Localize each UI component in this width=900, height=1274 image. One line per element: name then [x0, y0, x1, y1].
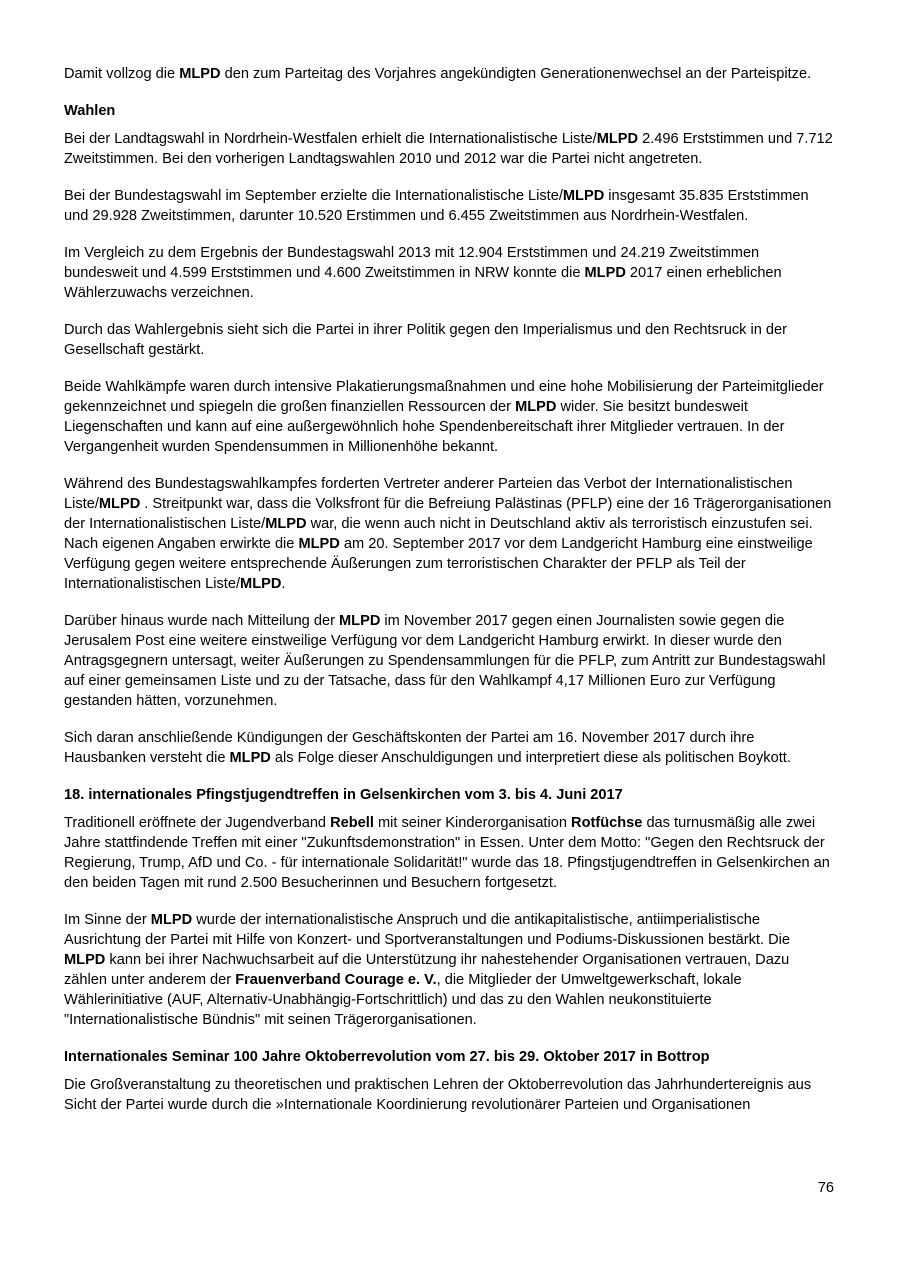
- page-number: 76: [817, 1180, 834, 1196]
- paragraph-generationenwechsel: Damit vollzog die MLPD den zum Parteitag des Vorjahres angekündigten Generationenwechsel an der Parteispitze.: [64, 66, 812, 82]
- paragraph-jerusalem-post: Darüber hinaus wurde nach Mitteilung der MLPD im November 2017 gegen einen Journalisten sowie gegen die Jerusalem Post eine weitere einstweilige Verfügung vor dem Landgericht Hamburg erwirkt. In dieser wurde den Antragsgegnern untersagt, weiter Äußerungen zu Spendensammlungen für die PFLP, zum Antritt zur Bundestagswahl auf einer gemeinsamen Liste und zu der Tatsache, dass für den Wahlkampf 4,17 Millionen Euro zur Verfügung gestanden hätten, vorzunehmen.: [64, 613, 826, 709]
- paragraph-wahlkaempfe: Beide Wahlkämpfe waren durch intensive Plakatierungsmaßnahmen und eine hohe Mobilisierung der Parteimitglieder gekennzeichnet und spiegeln die großen finanziellen Ressourcen der MLPD wider. Sie besitzt bundesweit Liegenschaften und kann auf eine außergewöhnlich hohe Spendenbereitschaft ihrer Mitglieder vertrauen. In der Vergangenheit wurden Spendensummen in Millionenhöhe bekannt.: [64, 379, 824, 455]
- paragraph-verbot-pflp: Während des Bundestagswahlkampfes forderten Vertreter anderer Parteien das Verbot der Internationalistischen Liste/MLPD . Streitpunkt war, dass die Volksfront für die Befreiung Palästinas (PFLP) eine der 16 Trägerorganisationen der Internationalistischen Liste/MLPD war, die wenn auch nicht in Deutschland aktiv als terroristisch einzustufen sei. Nach eigenen Angaben erwirkte die MLPD am 20. September 2017 vor dem Landgericht Hamburg eine einstweilige Verfügung gegen weitere entsprechende Äußerungen zum terroristischen Charakter der PFLP als Teil der Internationalistischen Liste/MLPD.: [64, 476, 832, 592]
- section-heading-pfingstjugendtreffen: 18. internationales Pfingstjugendtreffen in Gelsenkirchen vom 3. bis 4. Juni 2017: [64, 787, 623, 803]
- paragraph-grossveranstaltung: Die Großveranstaltung zu theoretischen und praktischen Lehren der Oktoberrevolution das Jahrhundertereignis aus Sicht der Partei wurde durch die »Internationale Koordinierung revolutionärer Parteien und Organisationen: [64, 1077, 812, 1113]
- section-heading-wahlen: Wahlen: [64, 103, 116, 119]
- paragraph-wahlergebnis: Durch das Wahlergebnis sieht sich die Partei in ihrer Politik gegen den Imperialismus und den Rechtsruck in der Gesellschaft gestärkt.: [64, 322, 788, 358]
- section-heading-oktoberrevolution: Internationales Seminar 100 Jahre Oktoberrevolution vom 27. bis 29. Oktober 2017 in Bottrop: [64, 1049, 710, 1065]
- paragraph-nachwuchsarbeit: Im Sinne der MLPD wurde der internationalistische Anspruch und die antikapitalistische, antiimperialistische Ausrichtung der Partei mit Hilfe von Konzert- und Sportveranstaltungen und Podiums-Diskussionen bestärkt. Die MLPD kann bei ihrer Nachwuchsarbeit auf die Unterstützung ihr nahestehender Organisationen vertrauen, Dazu zählen unter anderem der Frauenverband Courage e. V., die Mitglieder der Umweltgewerkschaft, lokale Wählerinitiative (AUF, Alternativ-Unabhängig-Fortschrittlich) und das zu den Wahlen neukonstituierte "Internationalistische Bündnis" mit seinen Trägerorganisationen.: [64, 912, 790, 1028]
- paragraph-vergleich-2013: Im Vergleich zu dem Ergebnis der Bundestagswahl 2013 mit 12.904 Erststimmen und 24.219 Zweitstimmen bundesweit und 4.599 Erststimmen und 4.600 Zweitstimmen in NRW konnte die MLPD 2017 einen erheblichen Wählerzuwachs verzeichnen.: [64, 245, 782, 301]
- paragraph-rebell-rotfuechse: Traditionell eröffnete der Jugendverband Rebell mit seiner Kinderorganisation Rotfüchse das turnusmäßig alle zwei Jahre stattfindende Treffen mit einer "Zukunftsdemonstration" in Essen. Unter dem Motto: "Gegen den Rechtsruck der Regierung, Trump, AfD und Co. - für internationale Solidarität!" wurde das 18. Pfingstjugendtreffen in Gelsenkirchen an den beiden Tagen mit rund 2.500 Besucherinnen und Besuchern fortgesetzt.: [64, 815, 830, 891]
- paragraph-kuendigungen: Sich daran anschließende Kündigungen der Geschäftskonten der Partei am 16. November 2017 durch ihre Hausbanken versteht die MLPD als Folge dieser Anschuldigungen und interpretiert diese als politischen Boykott.: [64, 730, 791, 766]
- document-page: [64, 64, 834, 1132]
- paragraph-bundestagswahl: Bei der Bundestagswahl im September erzielte die Internationalistische Liste/MLPD insgesamt 35.835 Erststimmen und 29.928 Zweitstimmen, darunter 10.520 Erstimmen und 6.455 Zweitstimmen aus Nordrhein-Westfalen.: [64, 188, 809, 224]
- paragraph-landtagswahl: Bei der Landtagswahl in Nordrhein-Westfalen erhielt die Internationalistische Liste/MLPD 2.496 Erststimmen und 7.712 Zweitstimmen. Bei den vorherigen Landtagswahlen 2010 und 2012 war die Partei nicht angetreten.: [64, 131, 833, 167]
